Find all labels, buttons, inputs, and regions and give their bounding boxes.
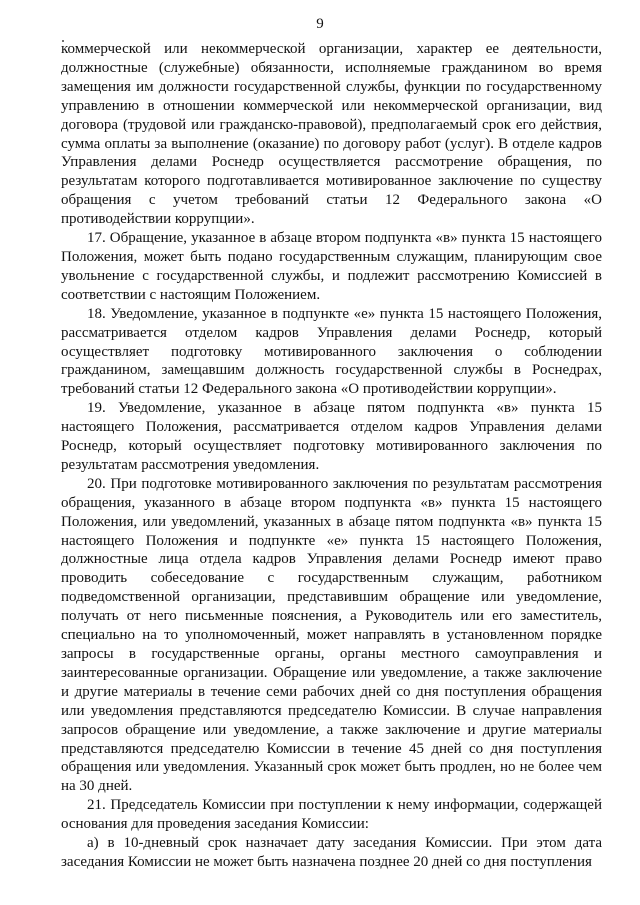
paragraph-20: 20. При подготовке мотивированного заключения по результатам рассмотрения обращения, указанного в абзаце втором подпункта «в» пункта 15 настоящего Положения, или уведомлений, указанных в абзаце пятом подпункта «в» пункта 15 настоящего Положения и подпункте «е» пункта 15 настоящего Положения, должностные лица отдела кадров Управления делами Роснедр имеют право проводить собеседование с государственным служащим, работником подведомственной организации, представившим обращение или уведомление, получать от него письменные пояснения, а Руководитель или его заместитель, специально на то уполномоченный, может направлять в установленном порядке запросы в государственные органы, органы местного самоуправления и заинтересованные организации. Обращение или уведомление, а также заключение и другие материалы в течение семи рабочих дней со дня поступления обращения или уведомления представляются председателю Комиссии. В случае направления запросов обращение или уведомление, а также заключение и другие материалы представляются председателю Комиссии в течение 45 дней со дня поступления обращения или уведомления. Указанный срок может быть продлен, но не более чем на 30 дней.: [61, 475, 602, 795]
document-body: [61, 40, 602, 872]
paragraph-17: 17. Обращение, указанное в абзаце втором подпункта «в» пункта 15 настоящего Положения, может быть подано государственным служащим, планирующим свое увольнение с государственной службы, и подлежит рассмотрению Комиссией в соответствии с настоящим Положением.: [61, 230, 602, 303]
paragraph-21-a: а) в 10-дневный срок назначает дату заседания Комиссии. При этом дата заседания Комиссии не может быть назначена позднее 20 дней со дня поступления: [61, 835, 602, 870]
paragraph-21: 21. Председатель Комиссии при поступлении к нему информации, содержащей основания для проведения заседания Комиссии:: [61, 797, 602, 833]
page-number: 9: [316, 16, 324, 32]
paragraph-19: 19. Уведомление, указанное в абзаце пятом подпункта «в» пункта 15 настоящего Положения, рассматривается отделом кадров Управления делами Роснедр, который осуществляет подготовку мотивированного заключения по результатам рассмотрения уведомления.: [61, 400, 602, 473]
paragraph-18: 18. Уведомление, указанное в подпункте «е» пункта 15 настоящего Положения, рассматривается отделом кадров Управления делами Роснедр, который осуществляет подготовку мотивированного заключения о соблюдении гражданином, замещавшим должность государственной службы в Роснедрах, требований статьи 12 Федерального закона «О противодействии коррупции».: [61, 305, 602, 398]
paragraph-continuation: коммерческой или некоммерческой организации, характер ее деятельности, должностные (служебные) обязанности, исполняемые гражданином во время замещения им должности государственной службы, функции по государственному управлению в отношении коммерческой или некоммерческой организации, вид договора (трудовой или гражданско-правовой), предполагаемый срок его действия, сумма оплаты за выполнение (оказание) по договору работ (услуг). В отделе кадров Управления делами Роснедр осуществляется рассмотрение обращения, по результатам которого подготавливается мотивированное заключение по существу обращения с учетом требований статьи 12 Федерального закона «О противодействии коррупции».: [61, 41, 602, 228]
